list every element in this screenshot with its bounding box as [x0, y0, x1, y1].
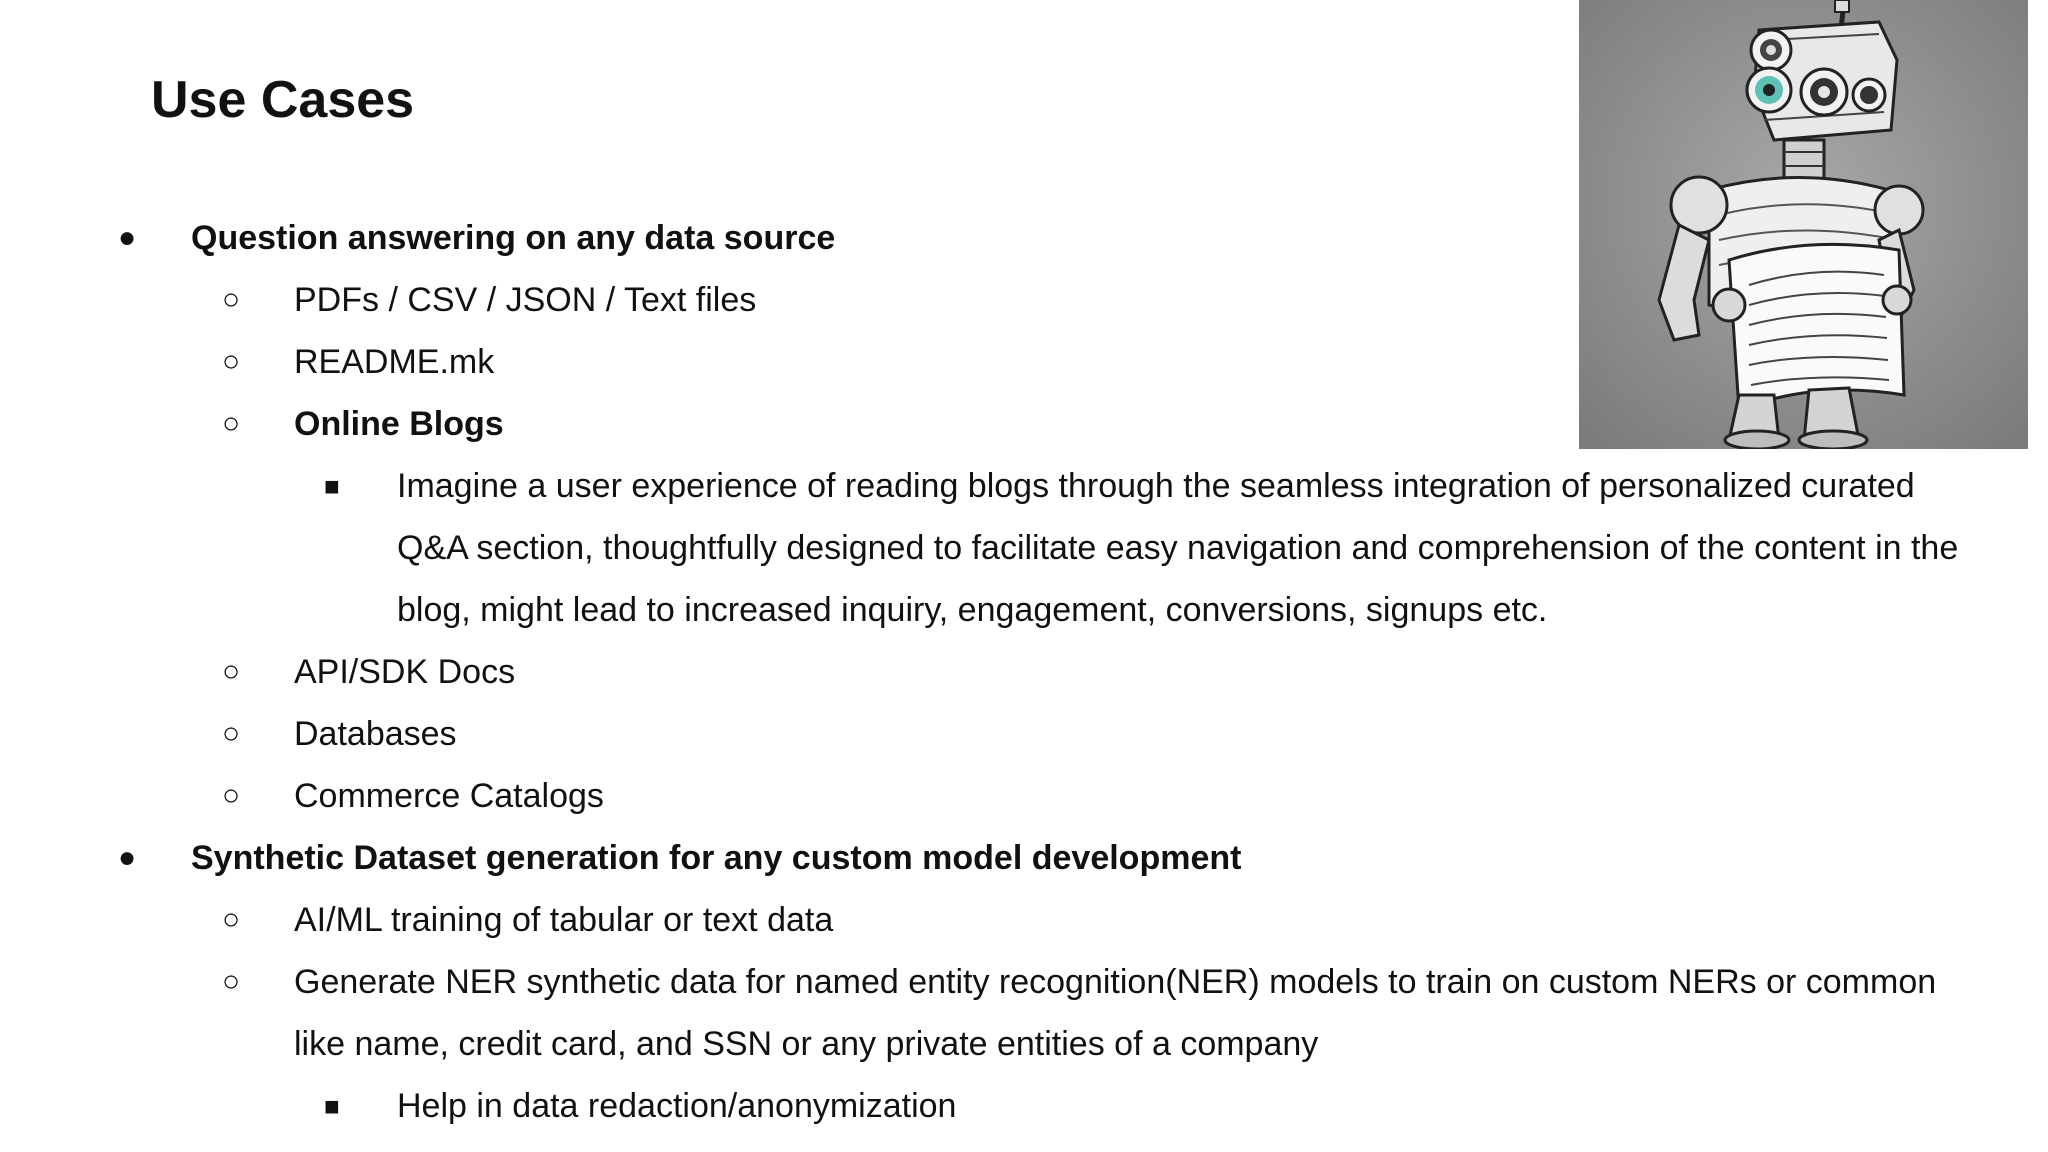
level2-bullet: ○ — [222, 717, 241, 750]
level2-bullet: ○ — [222, 407, 241, 440]
list-item-api-sdk-docs: API/SDK Docs — [294, 653, 516, 691]
level1-bullet: ● — [118, 841, 137, 874]
ner-description-line-2: like name, credit card, and SSN or any private entities of a company — [294, 1025, 1319, 1063]
list-item-question-answering: Question answering on any data source — [191, 219, 836, 257]
level3-bullet: ■ — [324, 1091, 340, 1121]
level2-bullet: ○ — [222, 779, 241, 812]
list-item-aiml-training: AI/ML training of tabular or text data — [294, 901, 834, 939]
list-item-synthetic-dataset: Synthetic Dataset generation for any custom model development — [191, 839, 1242, 877]
blog-description-line-1: Imagine a user experience of reading blogs through the seamless integration of personalized curated — [397, 467, 1915, 505]
level2-bullet: ○ — [222, 345, 241, 378]
level2-bullet: ○ — [222, 965, 241, 998]
slide-title: Use Cases — [151, 71, 415, 129]
blog-description-line-3: blog, might lead to increased inquiry, engagement, conversions, signups etc. — [397, 591, 1548, 629]
level1-bullet: ● — [118, 221, 137, 254]
level2-bullet: ○ — [222, 655, 241, 688]
list-item-commerce-catalogs: Commerce Catalogs — [294, 777, 604, 815]
level3-bullet: ■ — [324, 471, 340, 501]
robot-reading-icon — [1579, 0, 2028, 449]
level2-bullet: ○ — [222, 283, 241, 316]
list-item-online-blogs: Online Blogs — [294, 405, 504, 443]
list-item-databases: Databases — [294, 715, 457, 753]
list-item-pdfs: PDFs / CSV / JSON / Text files — [294, 281, 757, 319]
list-item-readme: README.mk — [294, 343, 495, 381]
robot-illustration — [1579, 0, 2028, 449]
ner-description-line-1: Generate NER synthetic data for named entity recognition(NER) models to train on custom NERs or common — [294, 963, 1937, 1001]
level2-bullet: ○ — [222, 903, 241, 936]
blog-description-line-2: Q&A section, thoughtfully designed to facilitate easy navigation and comprehension of the content in the — [397, 529, 1959, 567]
list-item-data-redaction: Help in data redaction/anonymization — [397, 1087, 957, 1125]
